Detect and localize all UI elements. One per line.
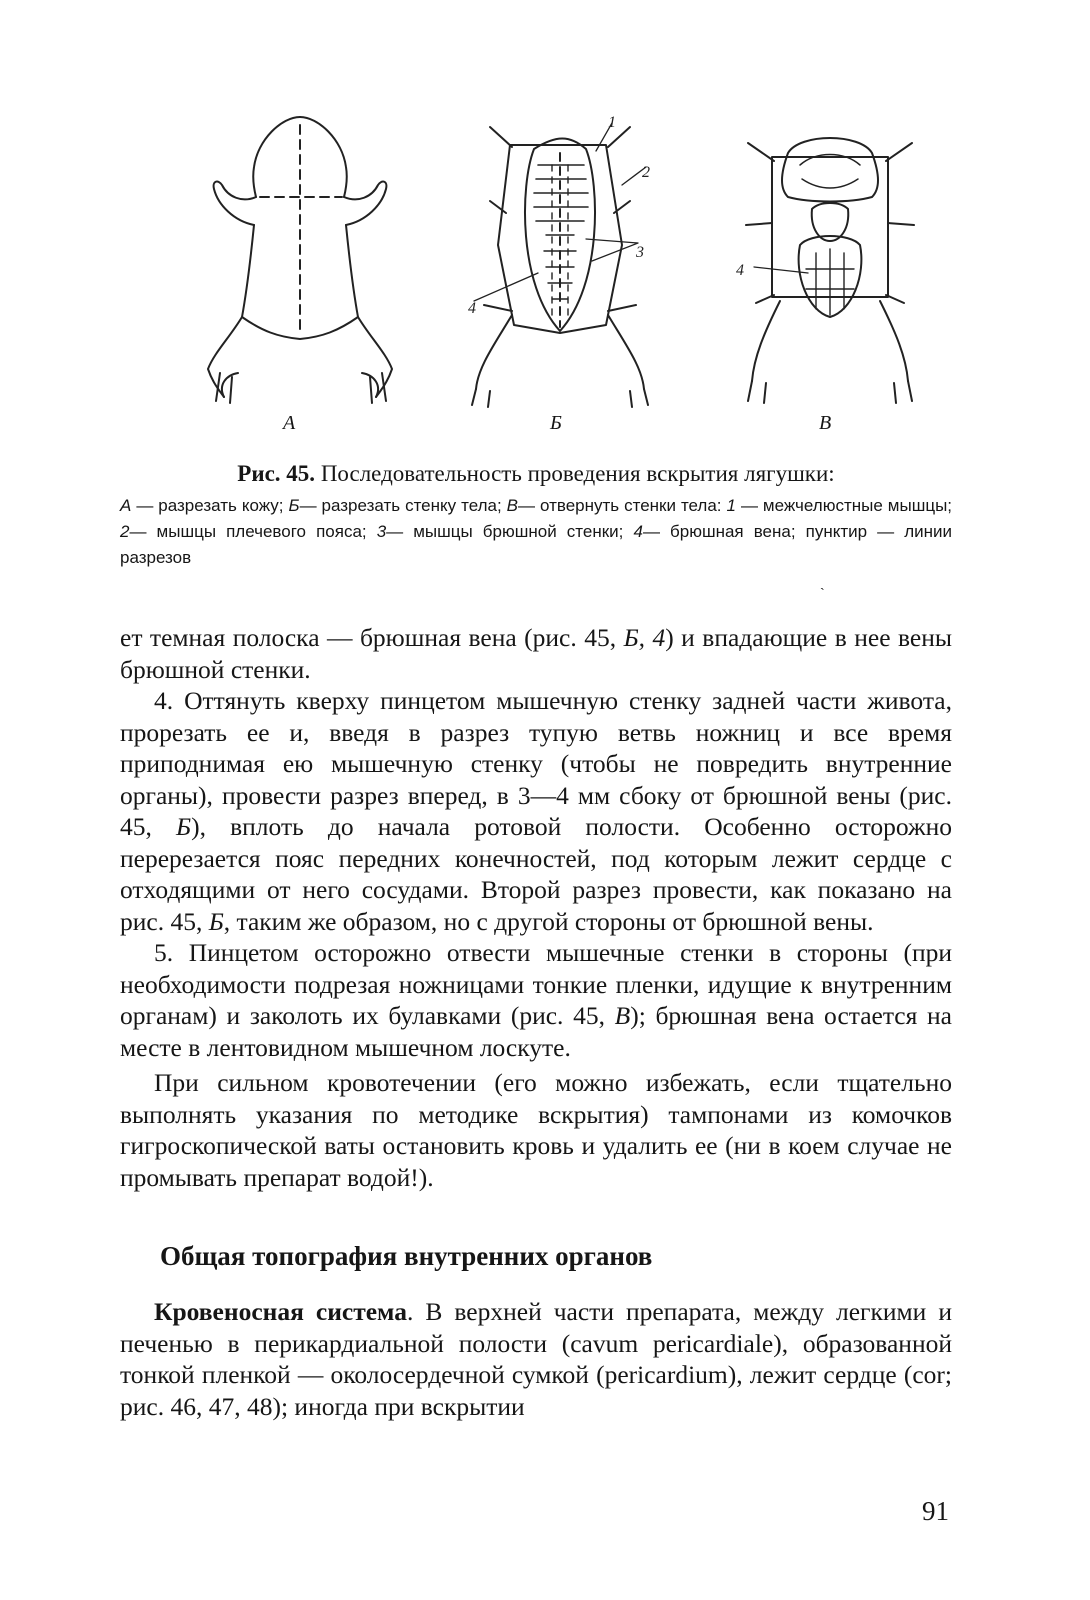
callout-1: 1 bbox=[608, 114, 616, 131]
legend-key: Б bbox=[288, 496, 300, 515]
legend-text: — мышцы плечевого пояса; bbox=[129, 522, 377, 541]
legend-text: — отвернуть стенки тела: bbox=[518, 496, 727, 515]
legend-text: — разрезать стенку тела; bbox=[299, 496, 507, 515]
paragraph-step-5 bbox=[120, 937, 952, 1063]
text-run: ) и впадающие в нее вены брюшной стенки. bbox=[120, 623, 952, 684]
text-run: ет темная полоска — брюшная вена (рис. 45, bbox=[120, 623, 624, 652]
run-in-heading: Кровеносная система bbox=[154, 1297, 407, 1326]
text-run: 4. Оттянуть кверху пинцетом мышечную стенку задней части живота, прорезать ее и, введя в разрез тупую ветвь ножниц и все время приподнимая ею мышечную стенку (чтобы не повредить внутренние органы), провести разрез вперед, в 3—4 мм сбоку от брюшной вены (рис. 45, bbox=[120, 686, 952, 841]
italic-ref: Б, 4 bbox=[623, 623, 666, 652]
frog-panel-b-drawing bbox=[472, 123, 648, 407]
paragraph-continuation bbox=[120, 622, 952, 685]
legend-key: 1 bbox=[726, 496, 736, 515]
callout-4-panel-b: 4 bbox=[468, 300, 476, 317]
section-text bbox=[120, 1296, 952, 1422]
italic-ref: Б bbox=[176, 812, 192, 841]
frog-panel-c-drawing bbox=[746, 138, 914, 403]
text-run: ); брюшная вена остается на месте в лентовидном мышечном лоскуте. bbox=[120, 1001, 952, 1062]
text-run: ), вплоть до начала ротовой полости. Особенно осторожно перерезается пояс передних конечностей, под которым лежит сердце с отходящими от него сосудами. Второй разрез провести, как показано на рис. 45, bbox=[120, 812, 953, 936]
text-run: . В верхней части препарата, между легкими и печенью в перикардиальной полости (cavum pericardiale), образованной тонкой пленкой — околосердечной сумкой (pericardium), лежит сердце (cor; рис. 46, 47, 48); иногда при вскрытии bbox=[120, 1297, 952, 1421]
text-run: 5. Пинцетом осторожно отвести мышечные стенки в стороны (при необходимости подрезая ножницами тонкие пленки, идущие к внутренним органам) и заколоть их булавками (рис. 45, bbox=[120, 938, 952, 1030]
page-number: 91 bbox=[922, 1496, 949, 1526]
stray-print-mark: ˎ bbox=[820, 576, 825, 591]
legend-text: — межчелюстные мышцы; bbox=[735, 496, 953, 515]
panel-label-c: В bbox=[819, 412, 832, 434]
italic-ref: В bbox=[614, 1001, 631, 1030]
callout-4-panel-c: 4 bbox=[736, 262, 744, 279]
callout-3: 3 bbox=[636, 244, 644, 261]
paragraph-circulatory-system bbox=[120, 1296, 952, 1422]
legend-text: — мышцы брюшной стенки; bbox=[386, 522, 634, 541]
legend-key: 3 bbox=[376, 522, 387, 541]
caption-legend bbox=[120, 493, 952, 571]
caption-title-text: Последовательность проведения вскрытия лягушки: bbox=[315, 461, 835, 486]
body-text bbox=[120, 622, 952, 1193]
italic-ref: Б bbox=[208, 906, 224, 936]
paragraph-step-4 bbox=[120, 685, 952, 937]
panel-label-b: Б bbox=[550, 412, 562, 434]
section-heading: Общая топография внутренних органов bbox=[160, 1241, 653, 1271]
legend-text: — брюшная вена; пунктир — линии разрезов bbox=[120, 522, 953, 567]
legend-text: — разрезать кожу; bbox=[131, 496, 289, 515]
text-run: , таким же образом, но с другой стороны от брюшной вены. bbox=[223, 906, 874, 936]
panel-label-a: А bbox=[283, 412, 296, 434]
frog-dissection-illustration bbox=[160, 105, 960, 445]
paragraph-bleeding: При сильном кровотечении (его можно избежать, если тщательно выполнять указания по методике вскрытия) тампонами из комочков гигроскопической ваты остановить кровь и удалить ее (ни в коем случае не промывать препарат водой!). bbox=[120, 1068, 952, 1192]
legend-key: 4 bbox=[633, 522, 643, 541]
caption-title bbox=[120, 459, 952, 489]
figure-45 bbox=[160, 105, 960, 445]
callout-2: 2 bbox=[642, 164, 650, 181]
legend-key: А bbox=[120, 496, 132, 515]
frog-panel-a-drawing bbox=[208, 117, 392, 403]
legend-key: 2 bbox=[120, 522, 130, 541]
legend-key: В bbox=[506, 496, 519, 515]
figure-caption bbox=[120, 459, 952, 571]
caption-figure-number: Рис. 45. bbox=[237, 461, 316, 486]
